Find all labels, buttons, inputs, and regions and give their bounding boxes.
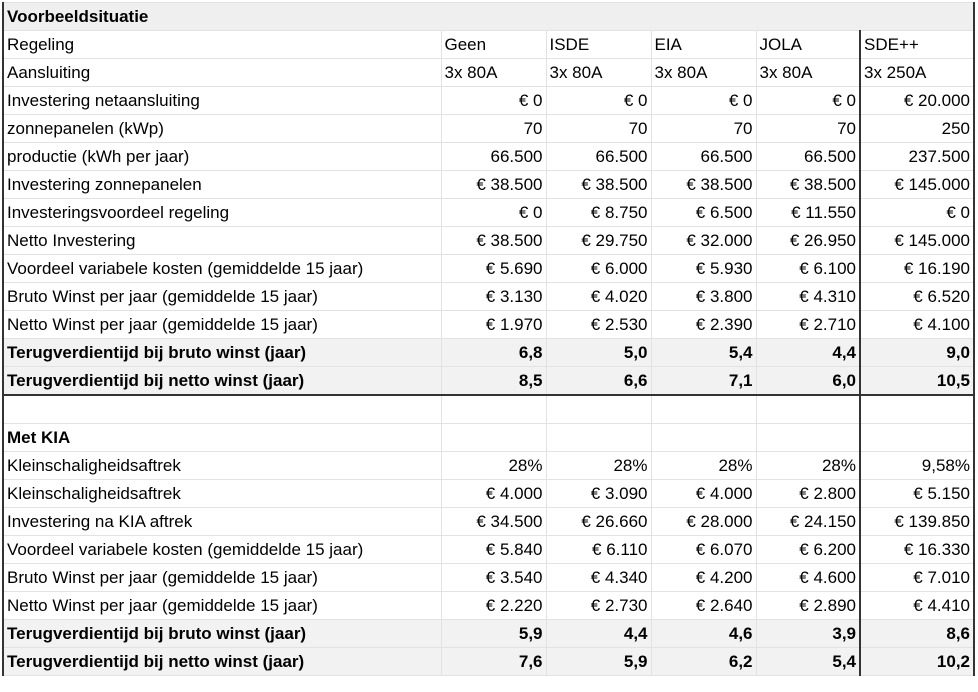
- value-cell: 70: [651, 115, 756, 143]
- value-cell: € 24.150: [756, 508, 860, 536]
- value-cell: 237.500: [860, 143, 974, 171]
- value-cell: € 38.500: [756, 171, 860, 199]
- value-cell: € 4.000: [441, 480, 546, 508]
- value-cell: € 0: [651, 87, 756, 115]
- value-cell: € 29.750: [546, 227, 651, 255]
- value-cell: € 2.530: [546, 311, 651, 339]
- value-cell: € 0: [756, 87, 860, 115]
- value-cell: 70: [441, 115, 546, 143]
- table-row: [3, 564, 974, 592]
- table-row: [3, 311, 974, 339]
- payback-row: [3, 339, 974, 367]
- table-row: [3, 283, 974, 311]
- value-cell: 5,4: [756, 648, 860, 676]
- value-cell: € 2.730: [546, 592, 651, 620]
- value-cell: € 3.130: [441, 283, 546, 311]
- value-cell: 3,9: [756, 620, 860, 648]
- value-cell: € 145.000: [860, 171, 974, 199]
- value-cell: 6,0: [756, 367, 860, 396]
- table-row: [3, 87, 974, 115]
- row-label: Voordeel variabele kosten (gemiddelde 15 jaar): [3, 536, 441, 564]
- connection-cell: 3x 80A: [546, 59, 651, 87]
- row-label: productie (kWh per jaar): [3, 143, 441, 171]
- table-row: [3, 452, 974, 480]
- value-cell: € 139.850: [860, 508, 974, 536]
- column-header: Geen: [441, 31, 546, 59]
- value-cell: € 4.000: [651, 480, 756, 508]
- value-cell: € 5.690: [441, 255, 546, 283]
- table-row: [3, 508, 974, 536]
- value-cell: € 34.500: [441, 508, 546, 536]
- value-cell: 28%: [546, 452, 651, 480]
- row-label: Investering na KIA aftrek: [3, 508, 441, 536]
- value-cell: € 4.020: [546, 283, 651, 311]
- value-cell: € 38.500: [441, 227, 546, 255]
- value-cell: € 2.390: [651, 311, 756, 339]
- value-cell: 66.500: [651, 143, 756, 171]
- value-cell: € 6.500: [651, 199, 756, 227]
- value-cell: € 38.500: [546, 171, 651, 199]
- value-cell: € 11.550: [756, 199, 860, 227]
- value-cell: € 38.500: [651, 171, 756, 199]
- table-row: [3, 227, 974, 255]
- value-cell: € 6.070: [651, 536, 756, 564]
- value-cell: 250: [860, 115, 974, 143]
- value-cell: € 2.800: [756, 480, 860, 508]
- payback-row: [3, 620, 974, 648]
- value-cell: € 16.190: [860, 255, 974, 283]
- row-label: Netto Winst per jaar (gemiddelde 15 jaar): [3, 592, 441, 620]
- value-cell: 28%: [441, 452, 546, 480]
- value-cell: € 0: [546, 87, 651, 115]
- value-cell: 10,2: [860, 648, 974, 676]
- value-cell: 4,6: [651, 620, 756, 648]
- value-cell: 6,2: [651, 648, 756, 676]
- row-label: Investering zonnepanelen: [3, 171, 441, 199]
- value-cell: 5,9: [441, 620, 546, 648]
- value-cell: € 4.100: [860, 311, 974, 339]
- value-cell: € 2.710: [756, 311, 860, 339]
- value-cell: € 4.200: [651, 564, 756, 592]
- value-cell: 8,5: [441, 367, 546, 396]
- value-cell: € 20.000: [860, 87, 974, 115]
- row-label: Terugverdientijd bij bruto winst (jaar): [3, 339, 441, 367]
- value-cell: € 0: [860, 199, 974, 227]
- value-cell: € 26.660: [546, 508, 651, 536]
- value-cell: € 5.930: [651, 255, 756, 283]
- kia-section-row: [3, 424, 974, 452]
- header-label: Aansluiting: [3, 59, 441, 87]
- value-cell: € 5.840: [441, 536, 546, 564]
- value-cell: 6,6: [546, 367, 651, 396]
- connection-cell: 3x 80A: [441, 59, 546, 87]
- table-row: [3, 536, 974, 564]
- row-label: Terugverdientijd bij bruto winst (jaar): [3, 620, 441, 648]
- connection-cell: 3x 250A: [860, 59, 974, 87]
- value-cell: € 145.000: [860, 227, 974, 255]
- row-label: Voordeel variabele kosten (gemiddelde 15 jaar): [3, 255, 441, 283]
- row-label: Bruto Winst per jaar (gemiddelde 15 jaar): [3, 283, 441, 311]
- value-cell: 66.500: [546, 143, 651, 171]
- comparison-table: [2, 2, 975, 676]
- table-row: [3, 480, 974, 508]
- value-cell: 5,9: [546, 648, 651, 676]
- value-cell: € 4.410: [860, 592, 974, 620]
- value-cell: 6,8: [441, 339, 546, 367]
- table-row: [3, 115, 974, 143]
- value-cell: € 3.090: [546, 480, 651, 508]
- value-cell: 9,0: [860, 339, 974, 367]
- table-row: [3, 143, 974, 171]
- value-cell: € 0: [441, 87, 546, 115]
- header-row-regeling: [3, 31, 974, 59]
- payback-row: [3, 648, 974, 676]
- header-label: Regeling: [3, 31, 441, 59]
- row-label: Kleinschaligheidsaftrek: [3, 480, 441, 508]
- value-cell: € 5.150: [860, 480, 974, 508]
- title-row: [3, 3, 974, 31]
- value-cell: € 0: [441, 199, 546, 227]
- value-cell: € 1.970: [441, 311, 546, 339]
- row-label: Netto Winst per jaar (gemiddelde 15 jaar): [3, 311, 441, 339]
- kia-title: Met KIA: [3, 424, 441, 452]
- value-cell: € 26.950: [756, 227, 860, 255]
- value-cell: € 3.540: [441, 564, 546, 592]
- value-cell: 5,4: [651, 339, 756, 367]
- row-label: Bruto Winst per jaar (gemiddelde 15 jaar): [3, 564, 441, 592]
- value-cell: € 6.100: [756, 255, 860, 283]
- value-cell: 9,58%: [860, 452, 974, 480]
- row-label: Terugverdientijd bij netto winst (jaar): [3, 367, 441, 396]
- value-cell: € 6.200: [756, 536, 860, 564]
- value-cell: € 32.000: [651, 227, 756, 255]
- value-cell: € 16.330: [860, 536, 974, 564]
- table-row: [3, 255, 974, 283]
- column-header: JOLA: [756, 31, 860, 59]
- value-cell: € 6.520: [860, 283, 974, 311]
- value-cell: € 2.640: [651, 592, 756, 620]
- row-label: Investering netaansluiting: [3, 87, 441, 115]
- table-row: [3, 592, 974, 620]
- value-cell: 66.500: [756, 143, 860, 171]
- connection-cell: 3x 80A: [651, 59, 756, 87]
- value-cell: 7,1: [651, 367, 756, 396]
- table-title: Voorbeeldsituatie: [3, 3, 974, 31]
- value-cell: 4,4: [546, 620, 651, 648]
- value-cell: 4,4: [756, 339, 860, 367]
- value-cell: € 6.000: [546, 255, 651, 283]
- value-cell: € 2.220: [441, 592, 546, 620]
- value-cell: € 6.110: [546, 536, 651, 564]
- value-cell: 70: [756, 115, 860, 143]
- payback-row: [3, 367, 974, 396]
- value-cell: € 38.500: [441, 171, 546, 199]
- header-row-aansluiting: [3, 59, 974, 87]
- row-label: zonnepanelen (kWp): [3, 115, 441, 143]
- row-label: Terugverdientijd bij netto winst (jaar): [3, 648, 441, 676]
- value-cell: 8,6: [860, 620, 974, 648]
- value-cell: 5,0: [546, 339, 651, 367]
- row-label: Kleinschaligheidsaftrek: [3, 452, 441, 480]
- value-cell: 70: [546, 115, 651, 143]
- value-cell: € 28.000: [651, 508, 756, 536]
- value-cell: € 3.800: [651, 283, 756, 311]
- value-cell: € 4.340: [546, 564, 651, 592]
- table-row: [3, 171, 974, 199]
- value-cell: € 4.310: [756, 283, 860, 311]
- value-cell: € 7.010: [860, 564, 974, 592]
- value-cell: 10,5: [860, 367, 974, 396]
- column-header: SDE++: [860, 31, 974, 59]
- connection-cell: 3x 80A: [756, 59, 860, 87]
- value-cell: 28%: [651, 452, 756, 480]
- row-label: Investeringsvoordeel regeling: [3, 199, 441, 227]
- value-cell: 28%: [756, 452, 860, 480]
- value-cell: 66.500: [441, 143, 546, 171]
- column-header: EIA: [651, 31, 756, 59]
- value-cell: € 8.750: [546, 199, 651, 227]
- value-cell: 7,6: [441, 648, 546, 676]
- value-cell: € 2.890: [756, 592, 860, 620]
- row-label: Netto Investering: [3, 227, 441, 255]
- table-row: [3, 199, 974, 227]
- value-cell: € 4.600: [756, 564, 860, 592]
- blank-row: [3, 395, 974, 424]
- column-header: ISDE: [546, 31, 651, 59]
